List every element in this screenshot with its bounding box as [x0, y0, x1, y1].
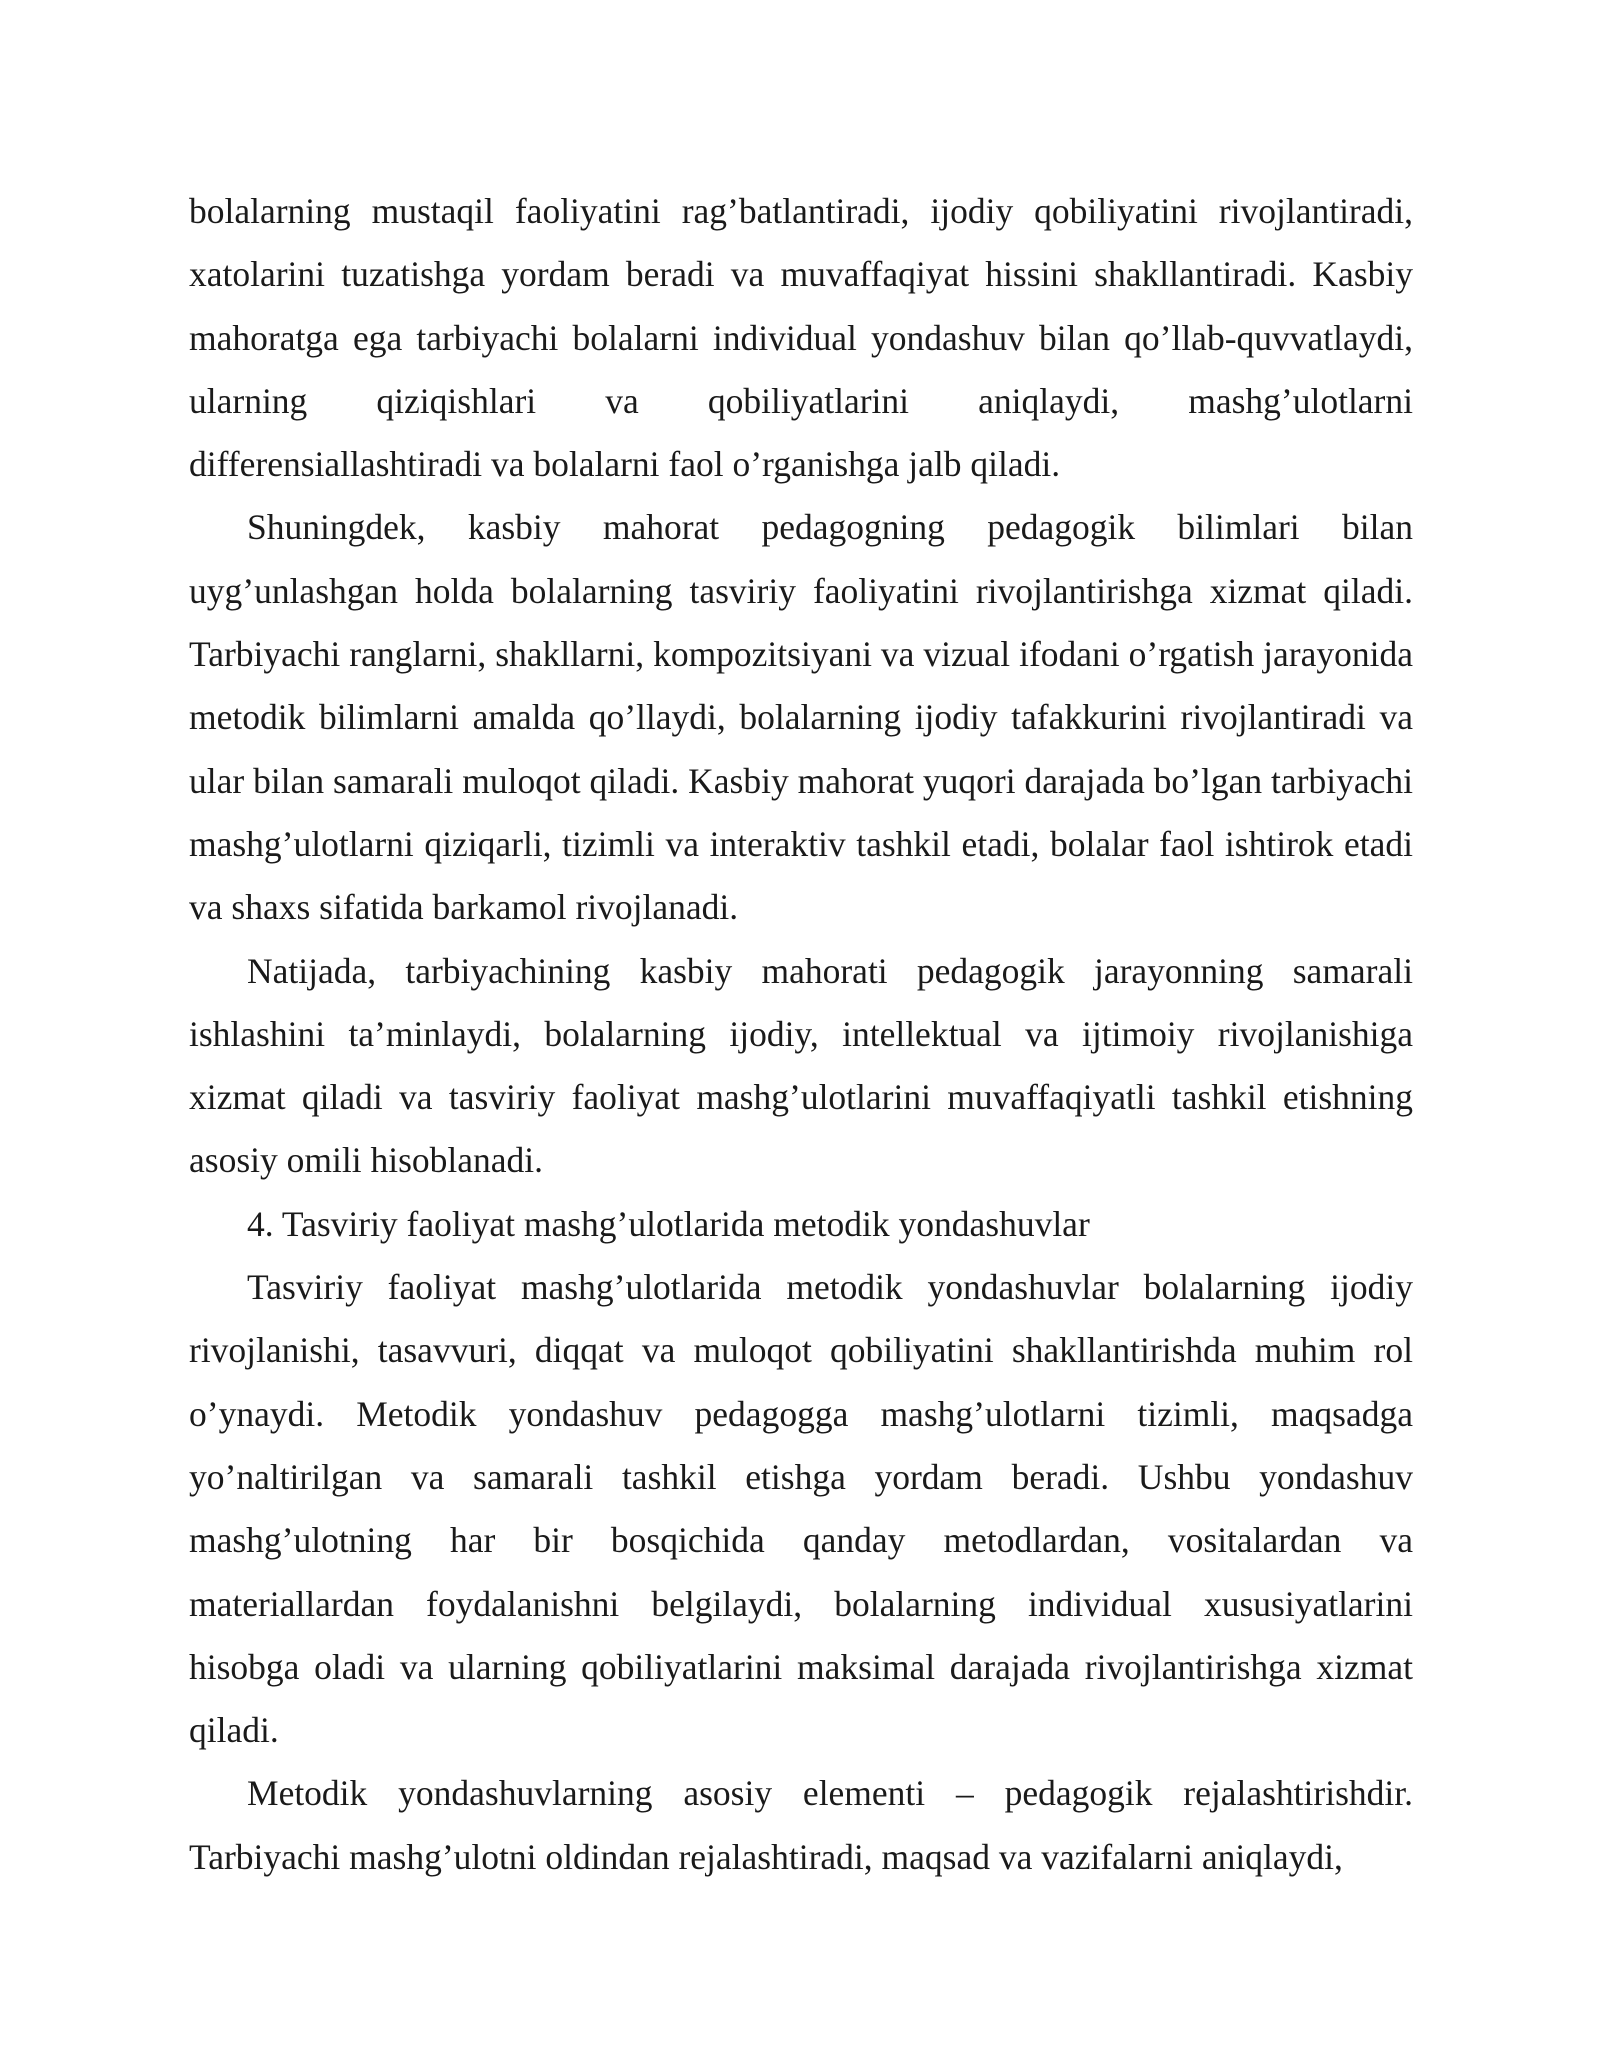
paragraph-continuation: bolalarning mustaqil faoliyatini rag’batlantiradi, ijodiy qobiliyatini rivojlantiradi, xatolarini tuzatishga yordam beradi va muvaffaqiyat hissini shakllantiradi. Kasbiy mahoratga ega tarbiyachi bolalarni individual yondashuv bilan qo’llab-quvvatlaydi, ularning qiziqishlari va qobiliyatlarini aniqlaydi, mashg’ulotlarni differensiallashtiradi va bolalarni faol o’rganishga jalb qiladi. — [189, 191, 1413, 485]
document-page — [189, 180, 1413, 1889]
paragraph-methodical-approaches: Tasviriy faoliyat mashg’ulotlarida metodik yondashuvlar bolalarning ijodiy rivojlanishi, tasavvuri, diqqat va muloqot qobiliyatini shakllantirishda muhim rol o’ynaydi. Metodik yondashuv pedagogga mashg’ulotlarni tizimli, maqsadga yo’naltirilgan va samarali tashkil etishga yordam beradi. Ushbu yondashuv mashg’ulotning har bir bosqichida qanday metodlardan, vositalardan va materiallardan foydalanishni belgilaydi, bolalarning individual xususiyatlarini hisobga oladi va ularning qobiliyatlarini maksimal darajada rivojlantirishga xizmat qiladi. — [189, 1267, 1413, 1751]
paragraph-conclusion: Natijada, tarbiyachining kasbiy mahorati pedagogik jarayonning samarali ishlashini ta’minlaydi, bolalarning ijodiy, intellektual va ijtimoiy rivojlanishiga xizmat qiladi va tasviriy faoliyat mashg’ulotlarini muvaffaqiyatli tashkil etishning asosiy omili hisoblanadi. — [189, 950, 1413, 1181]
section-heading: 4. Tasviriy faoliyat mashg’ulotlarida metodik yondashuvlar — [247, 1203, 1090, 1244]
paragraph-professional-skill: Shuningdek, kasbiy mahorat pedagogning pedagogik bilimlari bilan uyg’unlashgan holda bolalarning tasviriy faoliyatini rivojlantirishga xizmat qiladi. Tarbiyachi ranglarni, shakllarni, kompozitsiyani va vizual ifodani o’rgatish jarayonida metodik bilimlarni amalda qo’llaydi, bolalarning ijodiy tafakkurini rivojlantiradi va ular bilan samarali muloqot qiladi. Kasbiy mahorat yuqori darajada bo’lgan tarbiyachi mashg’ulotlarni qiziqarli, tizimli va interaktiv tashkil etadi, bolalar faol ishtirok etadi va shaxs sifatida barkamol rivojlanadi. — [189, 507, 1413, 928]
paragraph-planning: Metodik yondashuvlarning asosiy elementi – pedagogik rejalashtirishdir. Tarbiyachi mashg’ulotni oldindan rejalashtiradi, maqsad va vazifalarni aniqlaydi, — [189, 1773, 1413, 1877]
